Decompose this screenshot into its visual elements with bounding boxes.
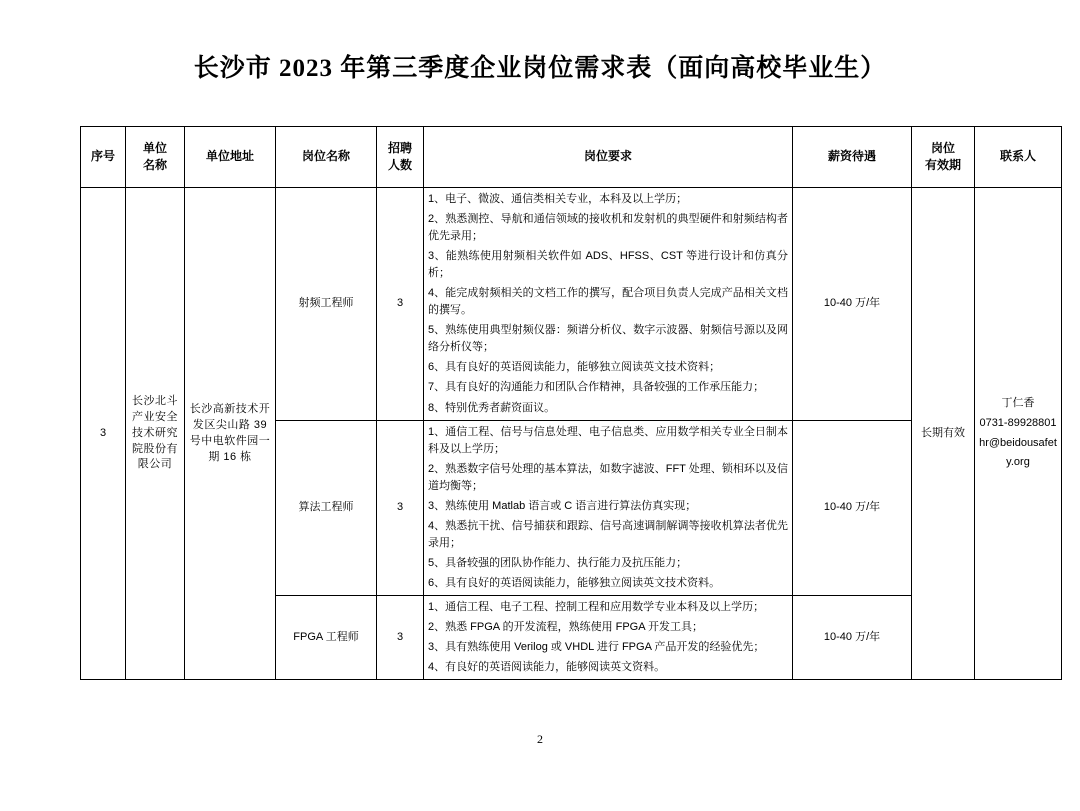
cell-contact: [975, 188, 1062, 680]
requirement-item: 4、能完成射频相关的文档工作的撰写，配合项目负责人完成产品相关文档的撰写。: [428, 287, 788, 317]
column-header-company-line1: 单位: [142, 140, 167, 155]
cell-position-count: 3: [377, 595, 424, 679]
column-header-count-line2: 人数: [387, 158, 412, 172]
job-table-container: [80, 126, 1057, 680]
requirements-list: [428, 191, 788, 417]
requirement-item: 4、熟悉抗干扰、信号捕获和跟踪、信号高速调制解调等接收机算法者优先录用；: [428, 519, 788, 549]
column-header-valid: [912, 127, 975, 188]
requirement-item: 7、具有良好的沟通能力和团队合作精神，具备较强的工作承压能力；: [428, 381, 765, 394]
column-header-count-line1: 招聘: [387, 140, 412, 155]
column-header-company-line2: 名称: [142, 158, 167, 172]
requirement-item: 2、熟悉数字信号处理的基本算法，如数字滤波、FFT 处理、锁相环以及信道均衡等；: [428, 462, 788, 492]
requirement-item: 2、熟悉测控、导航和通信领域的接收机和发射机的典型硬件和射频结构者优先录用；: [428, 213, 788, 243]
cell-position-title: 射频工程师: [276, 188, 377, 421]
cell-company-name: 长沙北斗产业安全技术研究院股份有限公司: [126, 188, 185, 680]
table-row: [81, 188, 1062, 421]
contact-name: 丁仁香: [1001, 396, 1035, 409]
cell-position-requirements: [424, 595, 793, 679]
requirement-item: 2、熟悉 FPGA 的开发流程，熟练使用 FPGA 开发工具；: [428, 621, 704, 634]
column-header-valid-line1: 岗位: [930, 140, 955, 155]
cell-position-title: FPGA 工程师: [276, 595, 377, 679]
document-page: [0, 48, 1080, 811]
cell-position-count: 3: [377, 188, 424, 421]
page-number: 2: [537, 732, 543, 746]
column-header-seq: 序号: [81, 127, 126, 188]
column-header-valid-line2: 有效期: [924, 158, 961, 172]
requirement-item: 8、特别优秀者薪资面议。: [428, 401, 556, 414]
requirements-list: [428, 599, 788, 676]
column-header-count: [377, 127, 424, 188]
requirement-item: 4、有良好的英语阅读能力，能够阅读英文资料。: [428, 661, 666, 674]
column-header-address: 单位地址: [185, 127, 276, 188]
page-title: 长沙市 2023 年第三季度企业岗位需求表（面向高校毕业生）: [193, 55, 887, 82]
requirement-item: 6、具有良好的英语阅读能力，能够独立阅读英文技术资料。: [428, 576, 721, 589]
column-header-position: 岗位名称: [276, 127, 377, 188]
contact-info: [979, 394, 1057, 473]
contact-email: hr@beidousafety.org: [979, 436, 1057, 469]
cell-position-requirements: [424, 188, 793, 421]
requirement-item: 6、具有良好的英语阅读能力，能够独立阅读英文技术资料；: [428, 361, 721, 374]
column-header-salary: 薪资待遇: [793, 127, 912, 188]
requirement-item: 5、具备较强的团队协作能力、执行能力及抗压能力；: [428, 556, 688, 569]
cell-seq: 3: [81, 188, 126, 680]
requirement-item: 3、能熟练使用射频相关软件如 ADS、HFSS、CST 等进行设计和仿真分析；: [428, 250, 788, 280]
contact-phone: 0731-89928801: [979, 416, 1057, 429]
column-header-contact: 联系人: [975, 127, 1062, 188]
column-header-requirements: 岗位要求: [424, 127, 793, 188]
cell-company-address: 长沙高新技术开发区尖山路 39 号中电软件园一期 16 栋: [185, 188, 276, 680]
requirement-item: 3、具有熟练使用 Verilog 或 VHDL 进行 FPGA 产品开发的经验优先；: [428, 641, 765, 654]
cell-salary: 10-40 万/年: [793, 420, 912, 595]
cell-salary: 10-40 万/年: [793, 188, 912, 421]
column-header-company: [126, 127, 185, 188]
requirement-item: 1、通信工程、电子工程、控制工程和应用数学专业本科及以上学历；: [428, 600, 765, 613]
cell-valid-period: 长期有效: [912, 188, 975, 680]
requirement-item: 1、通信工程、信号与信息处理、电子信息类、应用数学相关专业全日制本科及以上学历；: [428, 425, 788, 455]
table-header-row: [81, 127, 1062, 188]
table-body: [81, 188, 1062, 680]
requirement-item: 5、熟练使用典型射频仪器：频谱分析仪、数字示波器、射频信号源以及网络分析仪等；: [428, 324, 788, 354]
cell-position-requirements: [424, 420, 793, 595]
job-requirements-table: [80, 126, 1062, 680]
requirement-item: 3、熟练使用 Matlab 语言或 C 语言进行算法仿真实现；: [428, 499, 697, 512]
requirement-item: 1、电子、微波、通信类相关专业，本科及以上学历；: [428, 193, 688, 205]
table-header: [81, 127, 1062, 188]
cell-position-count: 3: [377, 420, 424, 595]
cell-position-title: 算法工程师: [276, 420, 377, 595]
requirements-list: [428, 424, 788, 592]
cell-salary: 10-40 万/年: [793, 595, 912, 679]
